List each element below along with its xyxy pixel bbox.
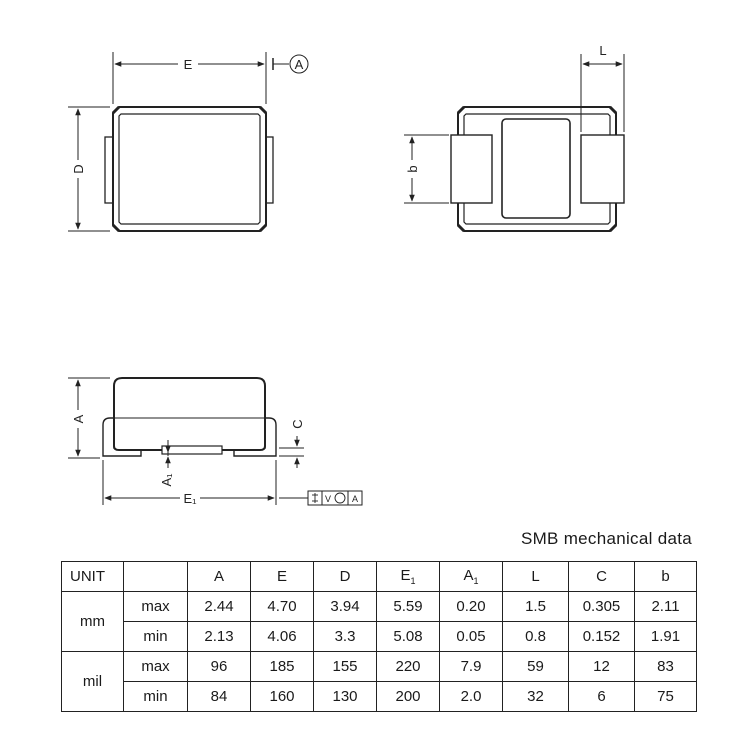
header-E: E <box>251 562 314 592</box>
datum-label-A: A <box>294 57 304 72</box>
value-cell: 130 <box>314 682 377 712</box>
header-E1-base: E <box>400 567 411 584</box>
table-caption: SMB mechanical data <box>520 529 692 548</box>
dim-label-b: b <box>405 165 420 173</box>
dim-label-L: L <box>599 43 607 58</box>
kind-cell: max <box>124 592 188 622</box>
value-cell: 160 <box>251 682 314 712</box>
header-A1-base: A <box>463 567 474 584</box>
header-D: D <box>314 562 377 592</box>
bottom-view-right <box>404 43 624 231</box>
header-A: A <box>188 562 251 592</box>
value-cell: 75 <box>635 682 697 712</box>
value-cell: 1.91 <box>635 622 697 652</box>
table-row <box>62 682 697 712</box>
value-cell: 0.20 <box>440 592 503 622</box>
header-C: C <box>569 562 635 592</box>
value-cell: 3.3 <box>314 622 377 652</box>
value-cell: 83 <box>635 652 697 682</box>
header-E1-sub: 1 <box>410 576 416 586</box>
dim-label-D: D <box>71 164 86 174</box>
dim-label-C: C <box>290 419 305 429</box>
value-cell: 0.8 <box>503 622 569 652</box>
value-cell: 2.44 <box>188 592 251 622</box>
kind-cell: min <box>124 622 188 652</box>
table-row <box>62 622 697 652</box>
header-unit: UNIT <box>62 562 124 592</box>
value-cell: 0.05 <box>440 622 503 652</box>
value-cell: 5.59 <box>377 592 440 622</box>
feature-control-frame <box>279 491 362 505</box>
value-cell: 59 <box>503 652 569 682</box>
value-cell: 1.5 <box>503 592 569 622</box>
value-cell: 4.06 <box>251 622 314 652</box>
header-L: L <box>503 562 569 592</box>
value-cell: 84 <box>188 682 251 712</box>
value-cell: 3.94 <box>314 592 377 622</box>
value-cell: 5.08 <box>377 622 440 652</box>
header-A1 <box>440 562 503 592</box>
header-kind <box>124 562 188 592</box>
dim-label-A: A <box>71 414 86 424</box>
side-view <box>68 378 362 506</box>
value-cell: 0.305 <box>569 592 635 622</box>
kind-cell: min <box>124 682 188 712</box>
value-cell: 220 <box>377 652 440 682</box>
value-cell: 6 <box>569 682 635 712</box>
value-cell: 2.0 <box>440 682 503 712</box>
dim-label-E: E <box>183 57 193 72</box>
value-cell: 96 <box>188 652 251 682</box>
header-E1 <box>377 562 440 592</box>
mechanical-data-table <box>61 561 697 712</box>
value-cell: 155 <box>314 652 377 682</box>
table-header-row <box>62 562 697 592</box>
header-A1-sub: 1 <box>473 576 479 586</box>
header-b: b <box>635 562 697 592</box>
value-cell: 12 <box>569 652 635 682</box>
value-cell: 4.70 <box>251 592 314 622</box>
value-cell: 0.152 <box>569 622 635 652</box>
frame-label-A: A <box>351 494 359 504</box>
dim-label-E1: E₁ <box>183 491 197 506</box>
value-cell: 32 <box>503 682 569 712</box>
top-view-left <box>68 52 308 231</box>
value-cell: 185 <box>251 652 314 682</box>
unit-cell-mm: mm <box>62 592 124 652</box>
value-cell: 7.9 <box>440 652 503 682</box>
dim-label-A1: A₁ <box>159 473 174 487</box>
unit-cell-mil: mil <box>62 652 124 712</box>
kind-cell: max <box>124 652 188 682</box>
table-row <box>62 592 697 622</box>
table-row <box>62 652 697 682</box>
value-cell: 200 <box>377 682 440 712</box>
value-cell: 2.11 <box>635 592 697 622</box>
value-cell: 2.13 <box>188 622 251 652</box>
frame-label-V: V <box>324 494 332 504</box>
